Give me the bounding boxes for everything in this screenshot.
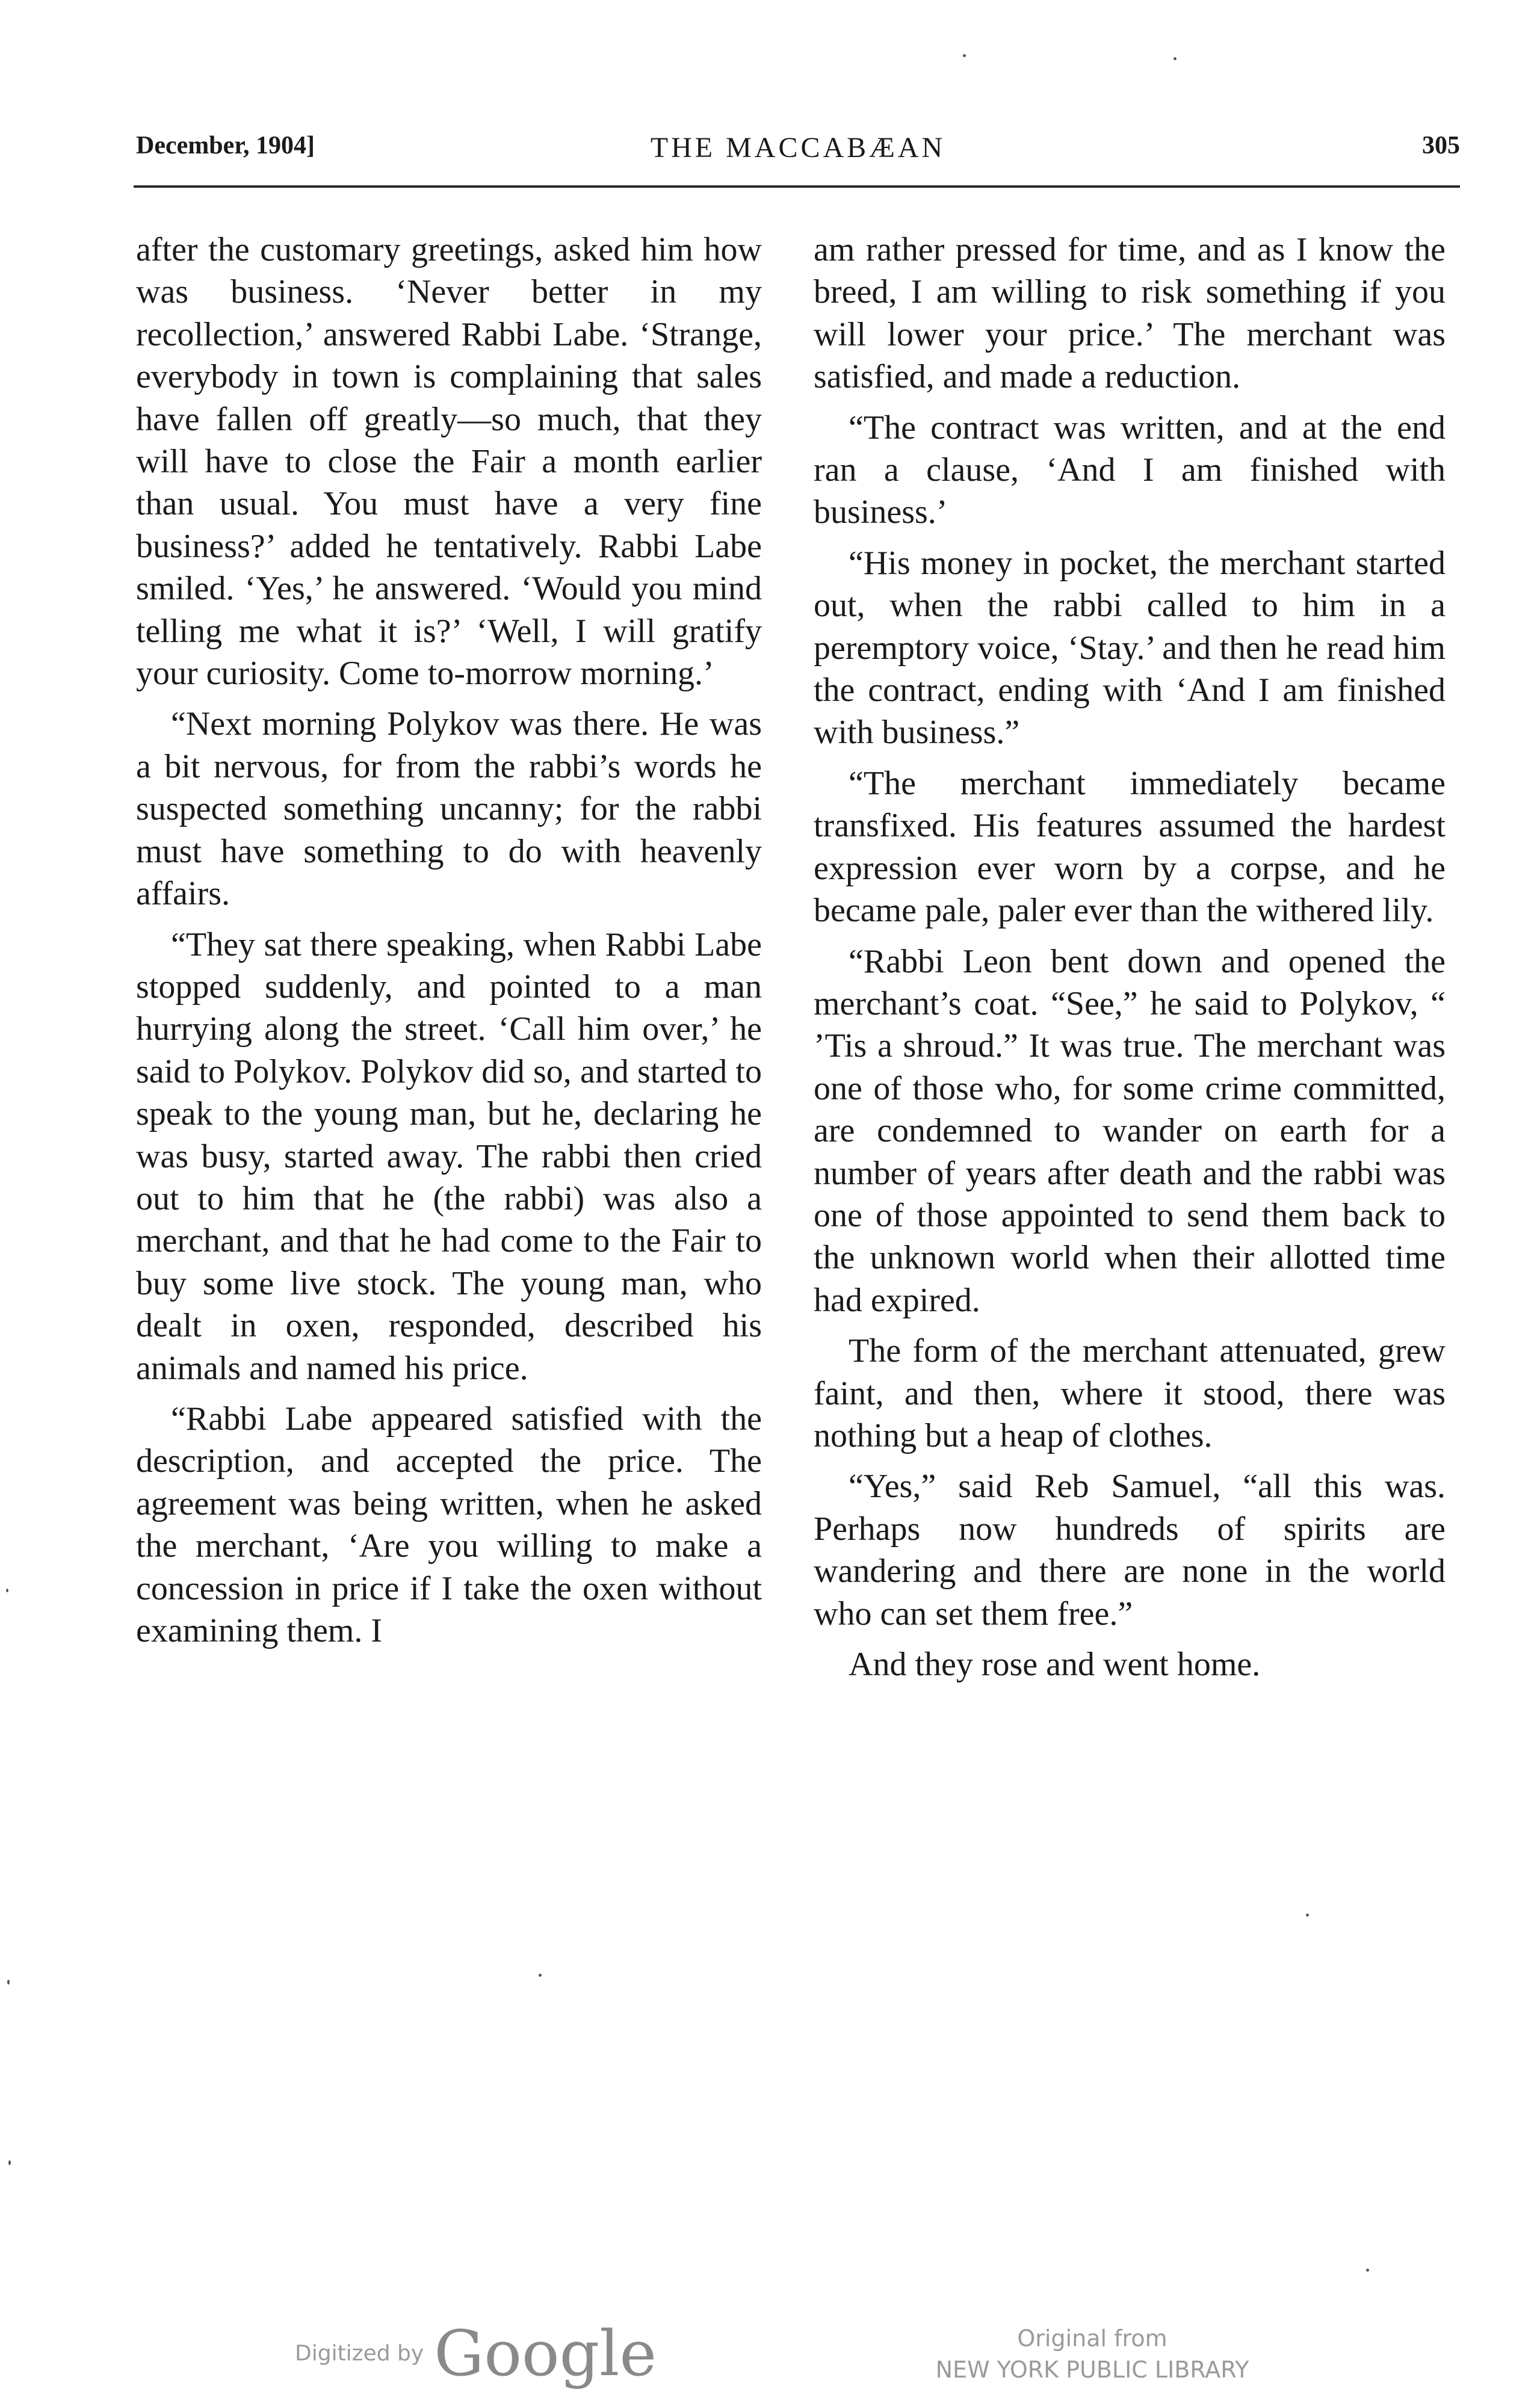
scan-speck [1174,57,1177,60]
paragraph: And they rose and went home. [849,1646,1261,1683]
header-date: December, 1904] [136,132,315,159]
paragraph: “Rabbi Leon bent down and opened the merchant’s coat. “See,” he said to Polykov, “ ’Tis a shroud.” It was true. The merchant was one of those who, for some crime committed, are condemned to wander on earth for a number of years after death and the rabbi was one of those appointed to send them back to the unknown world when their allotted time had expired. [814,942,1446,1319]
paragraph: “They sat there speaking, when Rabbi Labe stopped suddenly, and pointed to a man hurrying along the street. ‘Call him over,’ he said to Polykov. Polykov did so, and started to speak to the young man, but he, declaring he was busy, started away. The rabbi then cried out to him that he (the rabbi) was also a merchant, and that he had come to the Fair to buy some live stock. The young man, who dealt in oxen, responded, described his animals and named his price. [136,925,762,1387]
digitized-by-watermark [295,2317,657,2390]
left-column [136,229,762,1660]
paragraph: am rather pressed for time, and as I know the breed, I am willing to risk something if you will lower your price.’ The merchant was satisfied, and made a reduction. [814,231,1446,396]
google-logo: Google [434,2317,657,2390]
original-from-label: Original from [1017,2325,1167,2352]
paragraph: The form of the merchant attenuated, grew faint, and then, where it stood, there was nothing but a heap of clothes. [814,1332,1446,1454]
paragraph: “The contract was written, and at the end ran a clause, ‘And I am finished with business.’ [814,409,1446,531]
original-from-watermark [897,2323,1288,2385]
running-header [136,131,1460,173]
scan-speck [963,54,966,57]
scan-speck [539,1974,542,1977]
scan-speck [6,1589,8,1592]
paragraph: “His money in pocket, the merchant started out, when the rabbi called to him in a peremptory voice, ‘Stay.’ and then he read him the contract, ending with ‘And I am finished with business.” [814,544,1446,752]
paragraph: “Rabbi Labe appeared satisfied with the description, and accepted the price. The agreement was being written, when he asked the merchant, ‘Are you willing to make a concession in price if I take the oxen without examining them. I [136,1400,762,1649]
scan-speck [1366,2269,1369,2272]
right-column [814,229,1446,1694]
paragraph: “The merchant immediately became transfixed. His features assumed the hardest expression ever worn by a corpse, and he became pale, paler ever than the withered lily. [814,764,1446,930]
scan-speck [7,1980,10,1985]
library-label: NEW YORK PUBLIC LIBRARY [935,2356,1249,2383]
header-rule [134,185,1460,188]
paragraph: after the customary greetings, asked him how was business. ‘Never better in my recollection,’ answered Rabbi Labe. ‘Strange, everybody in town is complaining that sales have fallen off greatly—so much, that they will have to close the Fair a month earlier than usual. You must have a very fine business?’ added he tentatively. Rabbi Labe smiled. ‘Yes,’ he answered. ‘Would you mind telling me what it is?’ ‘Well, I will gratify your curiosity. Come to-morrow morning.’ [136,231,762,693]
paragraph: “Next morning Polykov was there. He was a bit nervous, for from the rabbi’s words he suspected something uncanny; for the rabbi must have something to do with heavenly affairs. [136,705,762,913]
digitized-by-label: Digitized by [295,2341,424,2366]
scan-speck [8,2160,11,2165]
page-number: 305 [1422,132,1460,159]
paragraph: “Yes,” said Reb Samuel, “all this was. Perhaps now hundreds of spirits are wandering and there are none in the world who can set them free.” [814,1468,1446,1633]
scan-speck [1306,1914,1309,1917]
header-title: THE MACCABÆAN [650,132,946,164]
